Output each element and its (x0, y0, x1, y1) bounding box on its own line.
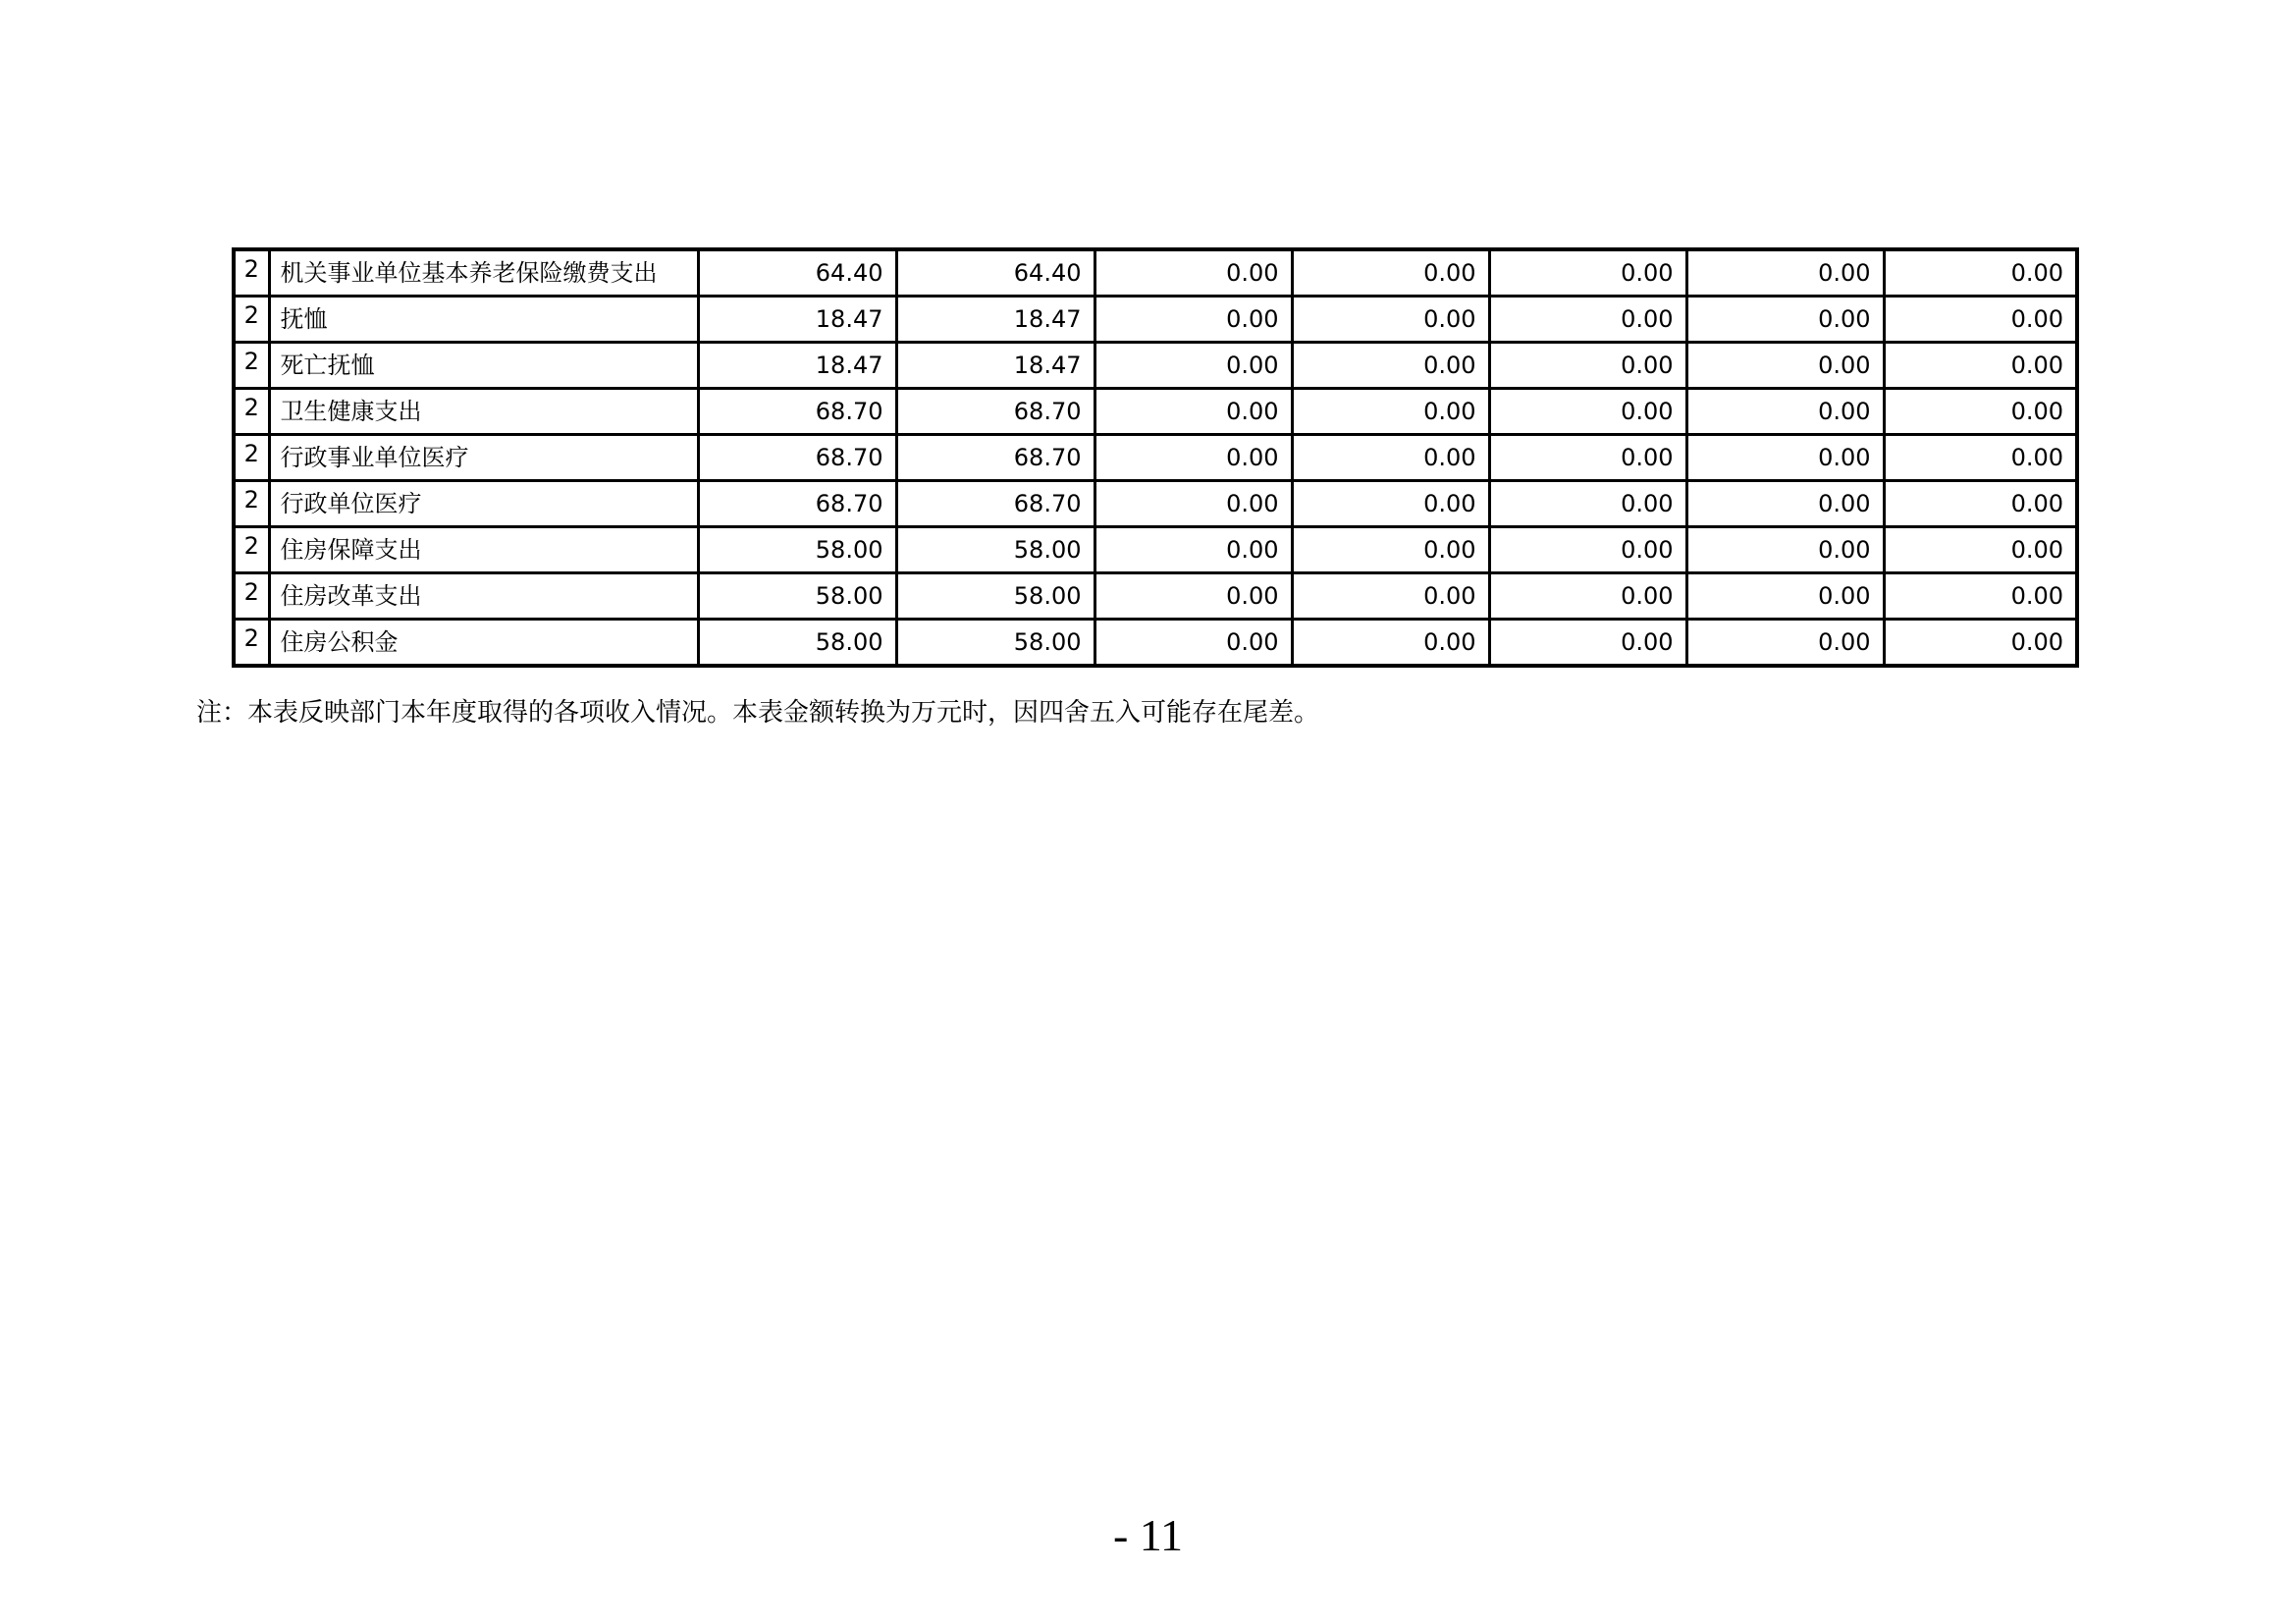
row-name-cell: 行政事业单位医疗 (269, 435, 698, 481)
row-value-cell: 0.00 (1489, 481, 1686, 527)
row-value-cell: 0.00 (1884, 481, 2077, 527)
table-row (234, 573, 2077, 620)
row-code-cell: 2 (234, 481, 269, 527)
row-value-cell: 0.00 (1292, 573, 1489, 620)
row-value-cell: 0.00 (1686, 481, 1884, 527)
row-value-cell: 68.70 (698, 481, 896, 527)
row-value-cell: 18.47 (896, 297, 1095, 343)
page-number: - 11 (1112, 1510, 1184, 1560)
table-row (234, 527, 2077, 573)
row-name-cell: 卫生健康支出 (269, 389, 698, 435)
table-row (234, 620, 2077, 667)
row-value-cell: 0.00 (1686, 527, 1884, 573)
row-value-cell: 0.00 (1095, 389, 1292, 435)
row-value-cell: 18.47 (698, 343, 896, 389)
row-value-cell: 58.00 (698, 620, 896, 667)
row-name-cell: 行政单位医疗 (269, 481, 698, 527)
row-code-cell: 2 (234, 527, 269, 573)
row-name-cell: 死亡抚恤 (269, 343, 698, 389)
row-value-cell: 0.00 (1292, 249, 1489, 297)
row-value-cell: 18.47 (896, 343, 1095, 389)
row-value-cell: 0.00 (1095, 297, 1292, 343)
row-value-cell: 0.00 (1292, 527, 1489, 573)
table-row (234, 481, 2077, 527)
row-value-cell: 68.70 (698, 389, 896, 435)
row-value-cell: 0.00 (1292, 481, 1489, 527)
row-value-cell: 0.00 (1292, 435, 1489, 481)
table-row (234, 435, 2077, 481)
table-row (234, 249, 2077, 297)
row-name-cell: 住房保障支出 (269, 527, 698, 573)
row-value-cell: 58.00 (896, 573, 1095, 620)
row-value-cell: 64.40 (896, 249, 1095, 297)
row-value-cell: 58.00 (896, 527, 1095, 573)
row-value-cell: 18.47 (698, 297, 896, 343)
row-code-cell: 2 (234, 620, 269, 667)
row-value-cell: 64.40 (698, 249, 896, 297)
row-value-cell: 0.00 (1489, 620, 1686, 667)
row-name-cell: 抚恤 (269, 297, 698, 343)
row-value-cell: 0.00 (1292, 620, 1489, 667)
row-name-cell: 住房改革支出 (269, 573, 698, 620)
row-value-cell: 0.00 (1095, 435, 1292, 481)
table-note: 注：本表反映部门本年度取得的各项收入情况。本表金额转换为万元时，因四舍五入可能存在尾差。 (196, 698, 1320, 728)
row-code-cell: 2 (234, 343, 269, 389)
row-value-cell: 0.00 (1489, 435, 1686, 481)
row-value-cell: 0.00 (1095, 249, 1292, 297)
row-code-cell: 2 (234, 297, 269, 343)
row-value-cell: 0.00 (1489, 249, 1686, 297)
row-name-cell: 机关事业单位基本养老保险缴费支出 (269, 249, 698, 297)
table-body (234, 249, 2077, 666)
row-value-cell: 0.00 (1489, 297, 1686, 343)
row-value-cell: 0.00 (1884, 573, 2077, 620)
row-value-cell: 0.00 (1884, 297, 2077, 343)
row-value-cell: 0.00 (1686, 573, 1884, 620)
row-value-cell: 0.00 (1884, 249, 2077, 297)
row-value-cell: 0.00 (1686, 389, 1884, 435)
row-value-cell: 0.00 (1489, 389, 1686, 435)
row-value-cell: 0.00 (1095, 343, 1292, 389)
row-value-cell: 58.00 (698, 573, 896, 620)
row-value-cell: 58.00 (698, 527, 896, 573)
row-value-cell: 0.00 (1884, 389, 2077, 435)
row-value-cell: 0.00 (1489, 343, 1686, 389)
row-value-cell: 0.00 (1095, 527, 1292, 573)
row-value-cell: 0.00 (1292, 343, 1489, 389)
row-value-cell: 0.00 (1489, 527, 1686, 573)
row-value-cell: 0.00 (1884, 527, 2077, 573)
table-row (234, 389, 2077, 435)
row-value-cell: 68.70 (896, 435, 1095, 481)
row-value-cell: 68.70 (896, 481, 1095, 527)
row-value-cell: 0.00 (1292, 297, 1489, 343)
row-value-cell: 0.00 (1686, 620, 1884, 667)
row-value-cell: 0.00 (1686, 249, 1884, 297)
table-row (234, 343, 2077, 389)
row-value-cell: 58.00 (896, 620, 1095, 667)
row-value-cell: 68.70 (896, 389, 1095, 435)
budget-table (232, 247, 2079, 668)
row-value-cell: 0.00 (1095, 573, 1292, 620)
row-name-cell: 住房公积金 (269, 620, 698, 667)
row-code-cell: 2 (234, 249, 269, 297)
row-value-cell: 0.00 (1489, 573, 1686, 620)
row-value-cell: 68.70 (698, 435, 896, 481)
row-value-cell: 0.00 (1095, 620, 1292, 667)
row-value-cell: 0.00 (1884, 435, 2077, 481)
row-value-cell: 0.00 (1095, 481, 1292, 527)
row-value-cell: 0.00 (1686, 435, 1884, 481)
row-value-cell: 0.00 (1686, 297, 1884, 343)
row-value-cell: 0.00 (1292, 389, 1489, 435)
row-code-cell: 2 (234, 573, 269, 620)
row-code-cell: 2 (234, 389, 269, 435)
row-code-cell: 2 (234, 435, 269, 481)
row-value-cell: 0.00 (1686, 343, 1884, 389)
table-row (234, 297, 2077, 343)
row-value-cell: 0.00 (1884, 620, 2077, 667)
row-value-cell: 0.00 (1884, 343, 2077, 389)
